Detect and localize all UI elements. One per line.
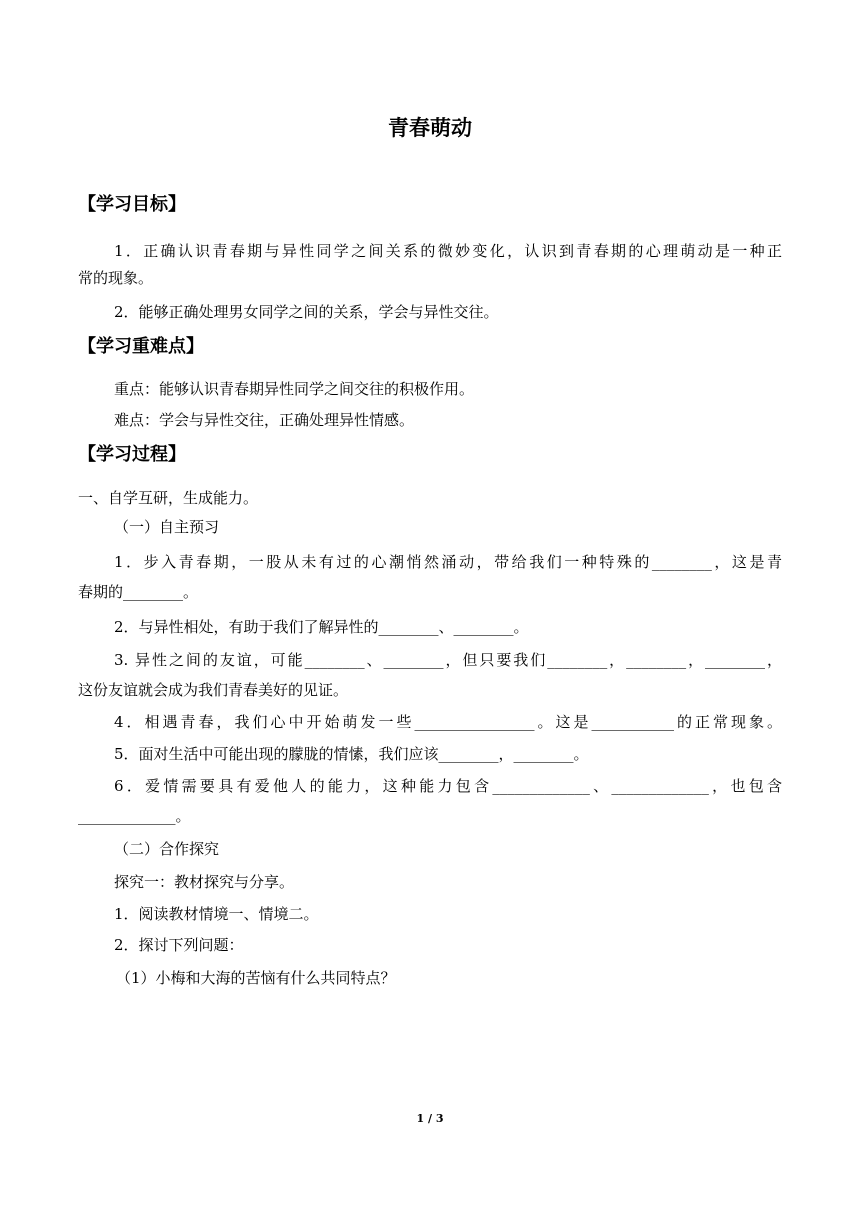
question-3-line-1: 3. 异性之间的友谊，可能________、________，但只要我们________，________，________，	[114, 651, 782, 669]
document-title: 青春萌动	[388, 116, 472, 140]
sub-question-1: （1）小梅和大海的苦恼有什么共同特点？	[116, 969, 396, 987]
key-point-difficulty: 难点：学会与异性交往，正确处理异性情感。	[114, 411, 415, 429]
objective-1-line-1: 1．正确认识青春期与异性同学之间关系的微妙变化，认识到青春期的心理萌动是一种正	[114, 242, 782, 260]
objective-1-line-2: 常的现象。	[78, 269, 154, 287]
heading-objectives: 【学习目标】	[78, 194, 186, 215]
question-4: 4．相遇青春，我们心中开始萌发一些________________。这是___________的正常现象。	[114, 713, 782, 731]
step-1: 1．阅读教材情境一、情境二。	[114, 905, 319, 923]
page-number: 1 / 3	[416, 1112, 444, 1125]
question-6-line-2: _____________。	[78, 807, 191, 825]
process-part-1: 一、自学互研，生成能力。	[78, 489, 259, 507]
key-point-focus: 重点：能够认识青春期异性同学之间交往的积极作用。	[114, 380, 475, 398]
heading-process: 【学习过程】	[78, 444, 186, 465]
question-5: 5．面对生活中可能出现的朦胧的情愫，我们应该________，________。	[114, 745, 589, 763]
question-6-line-1: 6．爱情需要具有爱他人的能力，这种能力包含_____________、_____________，也包含	[114, 777, 782, 795]
heading-key-points: 【学习重难点】	[78, 336, 204, 357]
step-2: 2．探讨下列问题：	[114, 936, 244, 954]
question-3-line-2: 这份友谊就会成为我们青春美好的见证。	[78, 681, 349, 699]
objective-2: 2．能够正确处理男女同学之间的关系，学会与异性交往。	[114, 303, 499, 321]
explore-1: 探究一：教材探究与分享。	[114, 873, 295, 891]
self-study-heading: （一）自主预习	[114, 518, 220, 536]
question-2: 2．与异性相处，有助于我们了解异性的________、________。	[114, 618, 529, 636]
question-1-line-2: 春期的________。	[78, 583, 199, 601]
question-1-line-1: 1．步入青春期，一股从未有过的心潮悄然涌动，带给我们一种特殊的________，这是青	[114, 553, 782, 571]
cooperation-heading: （二）合作探究	[114, 840, 220, 858]
